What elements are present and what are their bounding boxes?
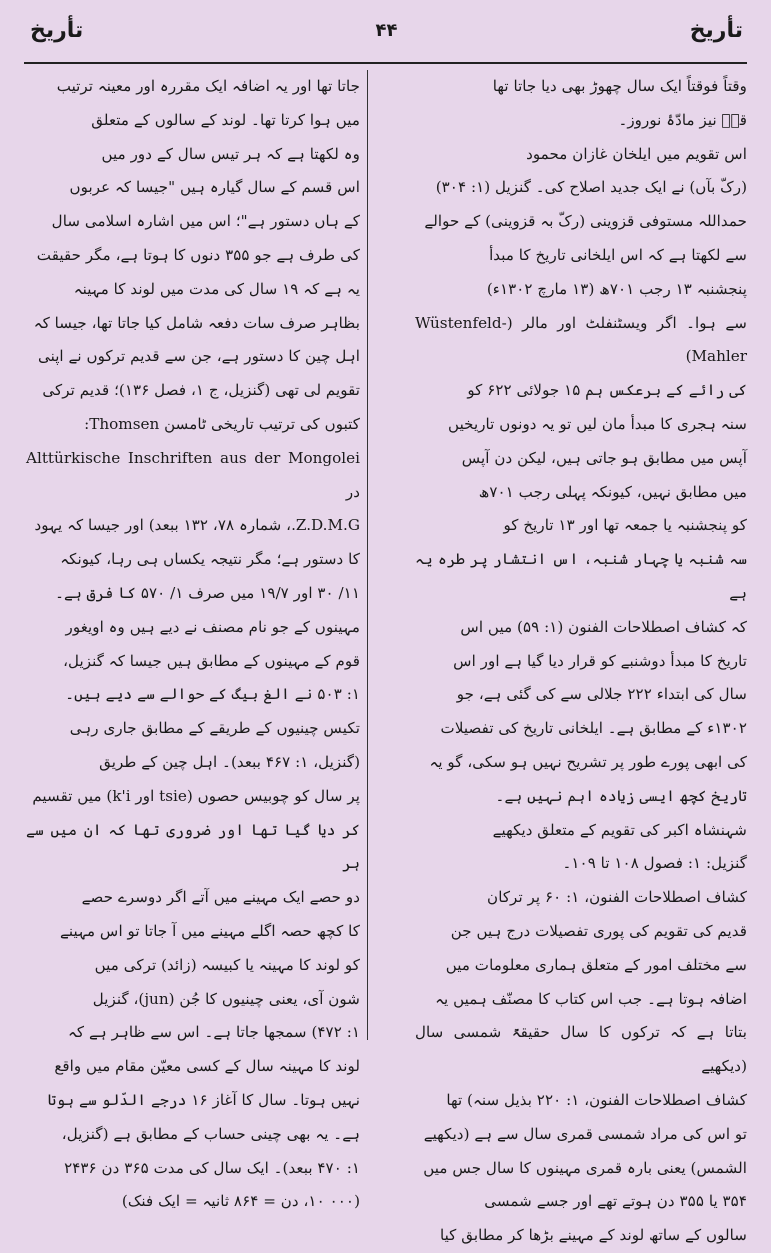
text-line: پنجشنبہ ۱۳ رجب ۷۰۱ھ (۱۳ مارچ ۱۳۰۲ء) bbox=[486, 279, 747, 298]
text-line: (رکّ بآں) نے ایک جدید اصلاح کی۔ گنزیل (۱: ۳۰۴) bbox=[435, 178, 747, 197]
text-line: یہ ہے کہ ۱۹ سال کی مدت میں لوند کا مہینہ bbox=[73, 279, 360, 298]
text-line: اہل چین کا دستور ہے، جن سے قدیم ترکوں نے اپنی bbox=[37, 347, 360, 366]
text-line: کی طرف ہے جو ۳۵۵ دنوں کا ہوتا ہے، مگر حقیقت bbox=[36, 245, 360, 264]
text-line: جاتا تھا اور یہ اضافہ ایک مقررہ اور معینہ ترتیب bbox=[56, 77, 360, 95]
text-line: Z.D.M.G.، شمارہ ۷۸، ۱۳۲ ببعد) اور جیسا کہ یہود bbox=[34, 516, 360, 535]
text-line: میں ہوا کرتا تھا۔ لوند کے سالوں کے متعلق bbox=[91, 110, 360, 129]
text-line: میں مطابق نہیں، کیونکہ پہلی رجب ۷۰۱ھ bbox=[478, 482, 747, 501]
text-line: اس تقویم میں ایلخان غازان محمود bbox=[526, 144, 747, 163]
text-line: آپس میں مطابق ہو جاتی ہیں، لیکن دن آپس bbox=[461, 448, 747, 467]
column-divider bbox=[367, 70, 368, 1040]
page-number: ۴۴ bbox=[375, 20, 398, 41]
text-line: ۳۵۴ یا ۳۵۵ دن ہوتے تھے اور جسے شمسی bbox=[484, 1192, 747, 1211]
header-rule bbox=[24, 62, 747, 64]
text-line: شہنشاہ اکبر کی تقویم کے متعلق دیکھیے bbox=[492, 820, 747, 839]
text-line: سہ شنبہ یا چہار شنبہ، اس انتشار پر طرہ یہ ہے bbox=[415, 550, 747, 602]
text-line: الشمس) یعنی بارہ قمری مہینوں کا سال جس میں bbox=[423, 1158, 747, 1177]
text-line: کہ کشاف اصطلاحات الفنون (۱: ۵۹) میں اس bbox=[460, 617, 747, 636]
text-line: اس قسم کے سال گیارہ ہیں "جیسا کہ عربوں bbox=[69, 178, 360, 197]
text-line: قدیم کی تقویم کی پوری تفصیلات درج ہیں جن bbox=[450, 921, 747, 940]
text-line: مہینوں کے جو نام مصنف نے دیے ہیں وہ اویغور bbox=[65, 617, 360, 636]
text-line: سالوں کے ساتھ لوند کے مہینے بڑھا کر مطابق کیا bbox=[439, 1226, 747, 1245]
text-line: کا کچھ حصہ اگلے مہینے میں آ جاتا تو اس مہینے bbox=[60, 921, 360, 940]
text-line: سے ہوا۔ اگر ویسٹنفلٹ اور مالر (Wüstenfeld-Mahler) bbox=[415, 313, 747, 366]
text-line: تاریخ کچھ ایسی زیادہ اہم نہیں ہے۔ bbox=[495, 786, 747, 805]
running-title-right: تأریخ bbox=[689, 18, 743, 43]
text-line: قوم کے مہینوں کے مطابق ہیں جیسا کہ گنزیل، bbox=[63, 651, 360, 670]
text-line: دو حصے ایک مہینے میں آتے اگر دوسرے حصے bbox=[81, 888, 360, 907]
text-line: وہ لکھتا ہے کہ ہر تیس سال کے دور میں bbox=[101, 144, 360, 163]
text-line: بتاتا ہے کہ ترکوں کا سال حقیقۃً شمسی سال (دیکھیے bbox=[415, 1023, 747, 1076]
text-line: کو پنجشنبہ یا جمعہ تھا اور ۱۳ تاریخ کو bbox=[503, 516, 747, 535]
text-line: کے ہاں دستور ہے"؛ اس میں اشارہ اسلامی سال bbox=[51, 212, 360, 231]
text-line: پر سال کو چوبیس حصوں (tsie اور k'i) میں تقسیم bbox=[32, 786, 360, 805]
text-line: ۱۱/ ۳۰ اور ۱۹/۷ میں صرف ۱/ ۵۷۰ کا فرق ہے۔ bbox=[55, 583, 360, 602]
text-line: وقتاً فوقتاً ایک سال چھوڑ بھی دیا جاتا تھا bbox=[492, 77, 747, 95]
text-line: تاریخ کا مبدأ دوشنبے کو قرار دیا گیا ہے اور اس bbox=[453, 651, 747, 670]
text-line: کتبوں کی ترتیب تاریخی ٹامسن Thomsen: bbox=[84, 414, 360, 433]
text-line: قبؐ نیز مادّۂ نوروز۔ bbox=[618, 110, 747, 129]
text-line: کر دیا گیا تھا اور ضروری تھا کہ ان میں سے ہر bbox=[26, 820, 360, 873]
text-line: ۱: ۴۷۲) سمجھا جاتا ہے۔ اس سے ظاہر ہے کہ bbox=[68, 1023, 360, 1042]
text-line: کا دستور ہے؛ مگر نتیجہ یکساں ہی رہا، کیونکہ bbox=[60, 550, 360, 569]
text-line: شون آی، یعنی چینیوں کا جُن (jun)، گنزیل bbox=[92, 989, 360, 1008]
text-line: کی رائے کے برعکس ہم ۱۵ جولائی ۶۲۲ کو bbox=[467, 381, 747, 400]
text-line: سے لکھتا ہے کہ اس ایلخانی تاریخ کا مبدأ bbox=[489, 245, 747, 264]
text-line: تو اس کی مراد شمسی قمری سال سے ہے (دیکھیے bbox=[423, 1124, 747, 1143]
text-line: سے مختلف امور کے متعلق ہماری معلومات میں bbox=[445, 955, 747, 974]
text-line: ۱۳۰۲ء کے مطابق ہے۔ ایلخانی تاریخ کی تفصیلات bbox=[440, 719, 747, 738]
text-line: گنزیل: ۱: فصول ۱۰۸ تا ۱۰۹۔ bbox=[562, 854, 747, 873]
text-line: کشاف اصطلاحات الفنون، ۱: ۲۲۰ بذیل سنہ) تھا bbox=[446, 1090, 747, 1109]
text-line: Alttürkische Inschriften aus der Mongolei در bbox=[26, 448, 360, 501]
text-line: کو لوند کا مہینہ یا کبیسہ (زائد) ترکی میں bbox=[94, 955, 360, 974]
right-column bbox=[415, 70, 747, 1245]
text-line: ۱: ۴۷۰ ببعد)۔ ایک سال کی مدت ۳۶۵ دن ۲۴۳۶ bbox=[64, 1158, 360, 1177]
text-line: ہے۔ یہ بھی چینی حساب کے مطابق ہے (گنزیل، bbox=[61, 1124, 360, 1143]
text-line: نہیں ہوتا۔ سال کا آغاز ۱۶ درجے الدّلو سے ہوتا bbox=[47, 1090, 360, 1109]
text-line: حمداللہ مستوفی قزوینی (رکّ بہ قزوینی) کے حوالے bbox=[424, 212, 747, 231]
text-line: بظاہر صرف سات دفعہ شامل کیا جاتا تھا، جیسا کہ bbox=[33, 313, 360, 332]
text-line: کشاف اصطلاحات الفنون، ۱: ۶۰ پر ترکان bbox=[487, 888, 747, 907]
text-line: (گنزیل، ۱: ۴۶۷ ببعد)۔ اہل چین کے طریق bbox=[99, 752, 360, 771]
text-line: لوند کا مہینہ سال کے کسی معیّن مقام میں واقع bbox=[54, 1057, 360, 1076]
text-line: تکیس چینیوں کے طریقے کے مطابق جاری رہی bbox=[69, 719, 360, 738]
text-line: ۱: ۵۰۳ نے الغ بیگ کے حوالے سے دیے ہیں۔ bbox=[65, 685, 360, 704]
running-title-left: تأریخ bbox=[30, 18, 84, 43]
text-line: اضافہ ہوتا ہے۔ جب اس کتاب کا مصنّف ہمیں یہ bbox=[435, 989, 747, 1008]
left-column bbox=[26, 70, 360, 1211]
text-line: تقویم لی تھی (گنزیل، ج ۱، فصل ۱۳۶)؛ قدیم ترکی bbox=[42, 381, 360, 400]
page-header bbox=[30, 18, 743, 52]
text-line: کی ابھی پورے طور پر تشریح نہیں ہو سکی، گو یہ bbox=[429, 752, 747, 771]
text-line: سال کی ابتداء ۲۲۲ جلالی سے کی گئی ہے، جو bbox=[456, 685, 747, 704]
text-line: سنہ ہجری کا مبدأ مان لیں تو یہ دونوں تاریخیں bbox=[448, 414, 747, 433]
text-line: (۰۰۰ ۱۰، دن = ۸۶۴ ثانیہ = ایک فنک) bbox=[121, 1192, 360, 1211]
